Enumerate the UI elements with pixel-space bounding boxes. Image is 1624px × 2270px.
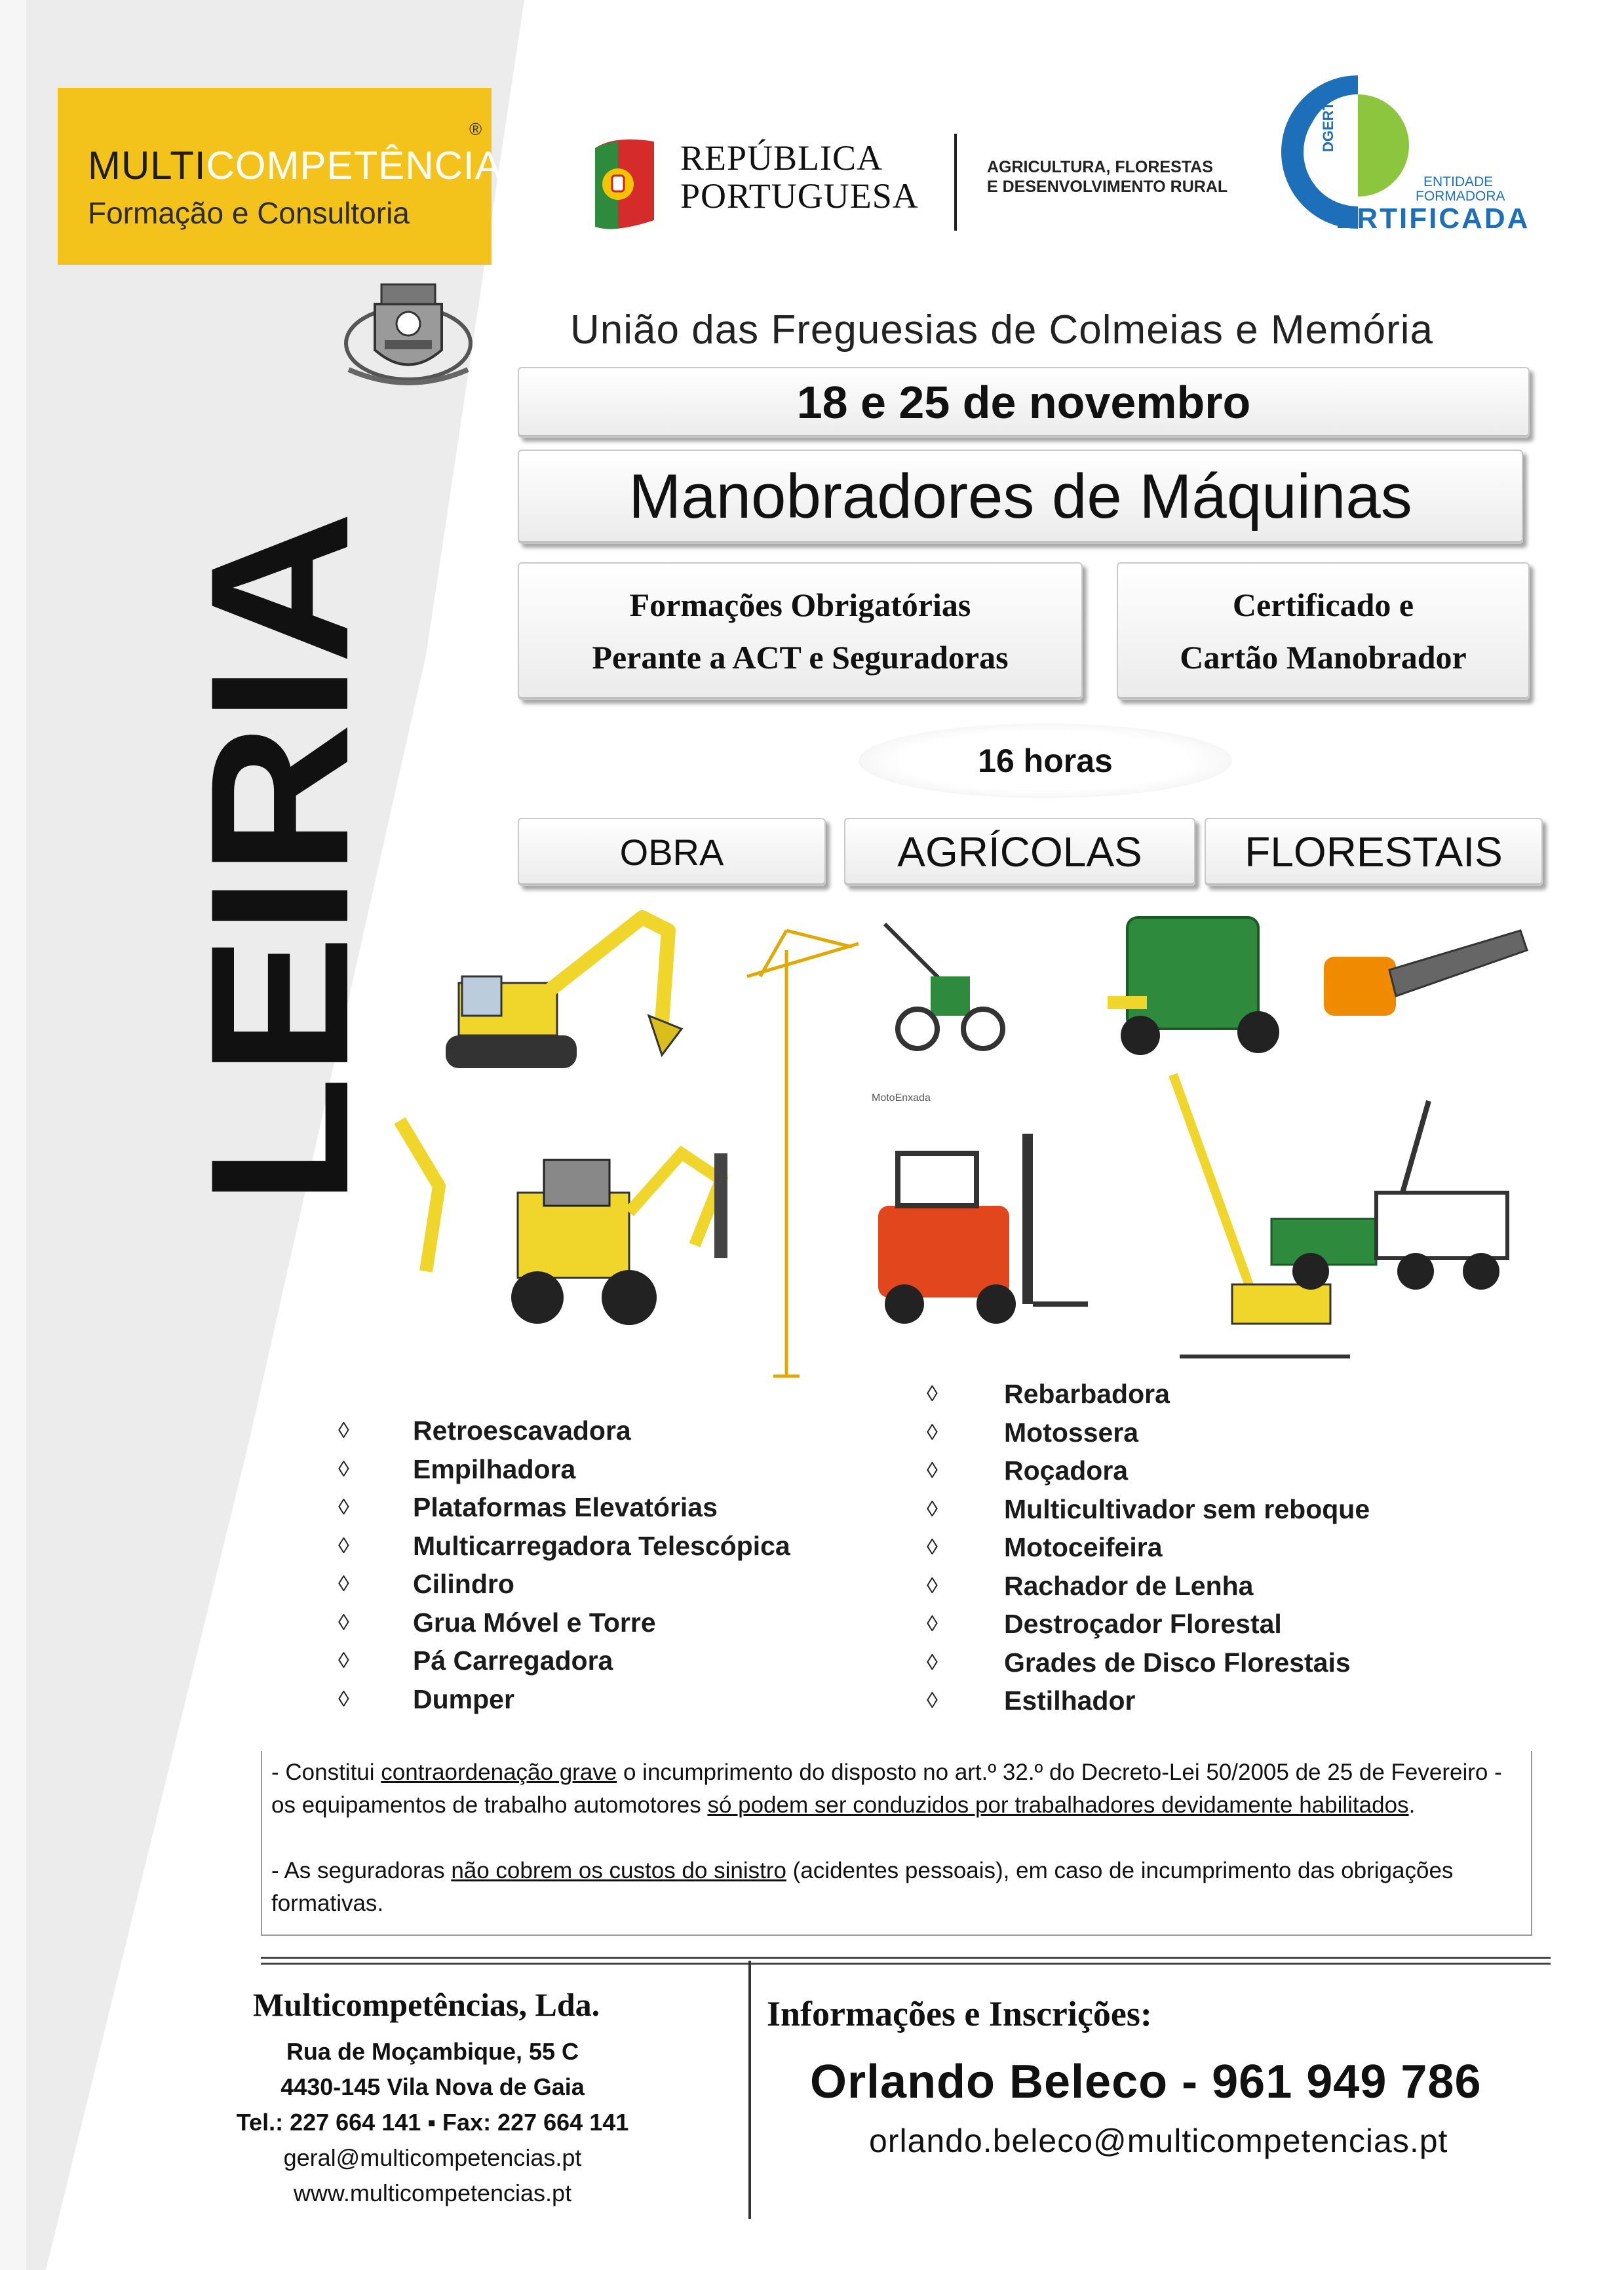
list-item [927, 1609, 1549, 1647]
list-item-label: Multicultivador sem reboque [1004, 1493, 1370, 1524]
list-item [338, 1569, 928, 1607]
certificate-line-2: Cartão Manobrador [1180, 639, 1467, 676]
list-item [927, 1379, 1549, 1417]
contact-email-link[interactable]: orlando.beleco@multicompetencias.pt [869, 2123, 1448, 2159]
bullet: ◊ [927, 1535, 938, 1560]
list-item [338, 1492, 928, 1531]
course-title: Manobradores de Máquinas [518, 450, 1523, 544]
bullet: ◊ [927, 1419, 938, 1445]
bullet: ◊ [338, 1648, 349, 1673]
list-item-label: Destroçador Florestal [1004, 1609, 1282, 1639]
bullet: ◊ [927, 1496, 938, 1522]
dgert-line-3: ERTIFICADA [1336, 202, 1530, 235]
notice-emphasis: contraordenação grave [381, 1760, 617, 1785]
portuguese-flag-icon [589, 135, 658, 233]
category-construction: OBRA [518, 818, 826, 886]
registered-mark: ® [469, 119, 482, 139]
notice-text: - As seguradoras [271, 1858, 452, 1883]
excavator-icon [446, 917, 682, 1068]
certificate-line-1: Certificado e [1232, 587, 1414, 623]
bullet: ◊ [927, 1611, 938, 1636]
divider [954, 134, 957, 231]
notice-paragraph-2 [271, 1855, 1523, 1920]
bullet: ◊ [927, 1649, 938, 1675]
bullet: ◊ [338, 1495, 349, 1520]
machinery-illustrations [354, 904, 1547, 1389]
company-address-1: Rua de Moçambique, 55 C [286, 2038, 579, 2065]
dgert-line-2: FORMADORA [1416, 189, 1505, 204]
footer-column-divider [748, 1961, 751, 2219]
motocultivator-icon [885, 924, 1003, 1048]
list-item [338, 1607, 928, 1646]
list-item-label: Grades de Disco Florestais [1004, 1647, 1351, 1678]
tower-crane-icon [747, 931, 859, 1376]
list-item [338, 1415, 928, 1454]
bullet: ◊ [927, 1458, 938, 1483]
mandatory-line-2: Perante a ACT e Seguradoras [592, 639, 1009, 676]
bullet: ◊ [927, 1381, 938, 1406]
list-item-label: Rebarbadora [1004, 1379, 1170, 1409]
parish-coat-of-arms-icon [336, 271, 481, 389]
list-item-label: Retroescavadora [413, 1415, 631, 1446]
list-item [927, 1455, 1549, 1494]
round-baler-icon [1108, 917, 1279, 1055]
gov-line-1: REPÚBLICA [680, 138, 883, 178]
agricultural-forestry-machines-list [927, 1379, 1549, 1724]
company-website-link[interactable]: www.multicompetencias.pt [293, 2180, 572, 2206]
ministry-line-1: AGRICULTURA, FLORESTAS [987, 158, 1213, 176]
image-caption: MotoEnxada [872, 1092, 931, 1104]
list-item-label: Pá Carregadora [413, 1645, 613, 1676]
bullet: ◊ [338, 1533, 349, 1558]
certificate-box [1117, 562, 1530, 700]
list-item [338, 1645, 928, 1684]
dgert-line-1: ENTIDADE [1423, 174, 1494, 189]
list-item [338, 1531, 928, 1569]
legal-notice [261, 1751, 1532, 1936]
mandatory-training-box [518, 562, 1083, 700]
category-agricultural: AGRÍCOLAS [844, 818, 1195, 886]
footer-divider [261, 1957, 1551, 1965]
bullet: ◊ [927, 1573, 938, 1598]
list-item-label: Empilhadora [413, 1453, 576, 1484]
duration-badge: 16 horas [859, 723, 1232, 798]
list-item [338, 1454, 928, 1493]
company-phones: Tel.: 227 664 141 ▪ Fax: 227 664 141 [236, 2109, 629, 2136]
construction-machines-list [338, 1415, 928, 1722]
list-item [927, 1494, 1549, 1533]
mandatory-line-1: Formações Obrigatórias [629, 587, 971, 623]
mobile-crane-icon [1173, 1075, 1350, 1356]
list-item-label: Roçadora [1004, 1455, 1129, 1486]
list-item [927, 1532, 1549, 1571]
contact-name-phone: Orlando Beleco - 961 949 786 [810, 2056, 1482, 2108]
company-email-link[interactable]: geral@multicompetencias.pt [283, 2144, 582, 2171]
notice-text: . [1408, 1792, 1416, 1818]
notice-paragraph-1 [271, 1756, 1523, 1822]
notice-text: o incumprimento do disposto no art.º 32.º do Decreto-Lei 50/2005 de 25 de Fevereiro - os equipamentos de trabalho automotores [271, 1760, 1502, 1818]
ministry-line-2: E DESENVOLVIMENTO RURAL [987, 178, 1228, 196]
bullet: ◊ [338, 1456, 349, 1482]
logo-tagline: Formação e Consultoria [88, 196, 410, 230]
bullet: ◊ [338, 1418, 349, 1443]
bullet: ◊ [338, 1609, 349, 1635]
category-forestry: FLORESTAIS [1205, 818, 1543, 886]
bullet: ◊ [927, 1688, 938, 1713]
company-address-2: 4430-145 Vila Nova de Gaia [280, 2073, 585, 2100]
list-item-label: Cilindro [413, 1569, 514, 1599]
dgert-vertical-label: DGERT [1320, 102, 1336, 152]
logo-brand-a: MULTI [88, 144, 206, 187]
government-name [680, 139, 919, 215]
forklift-icon [878, 1134, 1088, 1324]
parish-name: União das Freguesias de Colmeias e Memória [570, 307, 1434, 353]
dgert-certified-logo [1260, 73, 1530, 237]
bullet: ◊ [338, 1686, 349, 1712]
dates-banner: 18 e 25 de novembro [518, 367, 1530, 438]
list-item-label: Multicarregadora Telescópica [413, 1530, 790, 1561]
bullet: ◊ [338, 1571, 349, 1596]
list-item [927, 1647, 1549, 1686]
list-item [338, 1684, 928, 1723]
multicompetencias-logo [58, 88, 529, 265]
notice-emphasis: só podem ser conduzidos por trabalhadores devidamente habilitados [707, 1792, 1409, 1818]
notice-emphasis: não cobrem os custos do sinistro [451, 1858, 786, 1883]
list-item-label: Estilhador [1004, 1685, 1136, 1716]
backhoe-loader-icon [400, 1121, 727, 1325]
list-item-label: Grua Móvel e Torre [413, 1607, 656, 1638]
info-heading: Informações e Inscrições: [767, 1994, 1152, 2033]
forestry-forwarder-icon [1271, 1101, 1507, 1290]
list-item [927, 1571, 1549, 1609]
list-item-label: Motoceifeira [1004, 1532, 1163, 1562]
list-item-label: Motossera [1004, 1417, 1139, 1448]
notice-text: (acidentes pessoais), em caso de incumprimento das obrigações formativas. [271, 1858, 1454, 1916]
chainsaw-icon [1324, 931, 1527, 1016]
location-text: LEIRIA [169, 561, 389, 1206]
notice-text: - Constitui [271, 1760, 381, 1785]
gov-line-2: PORTUGUESA [680, 176, 919, 216]
list-item-label: Rachador de Lenha [1004, 1570, 1254, 1601]
list-item [927, 1417, 1549, 1456]
list-item [927, 1685, 1549, 1724]
ministry-name [987, 157, 1228, 197]
logo-brand-b: COMPETÊNCIAS [206, 144, 529, 187]
list-item-label: Dumper [413, 1683, 514, 1714]
list-item-label: Plataformas Elevatórias [413, 1492, 718, 1522]
company-name: Multicompetências, Lda. [253, 1986, 600, 2023]
